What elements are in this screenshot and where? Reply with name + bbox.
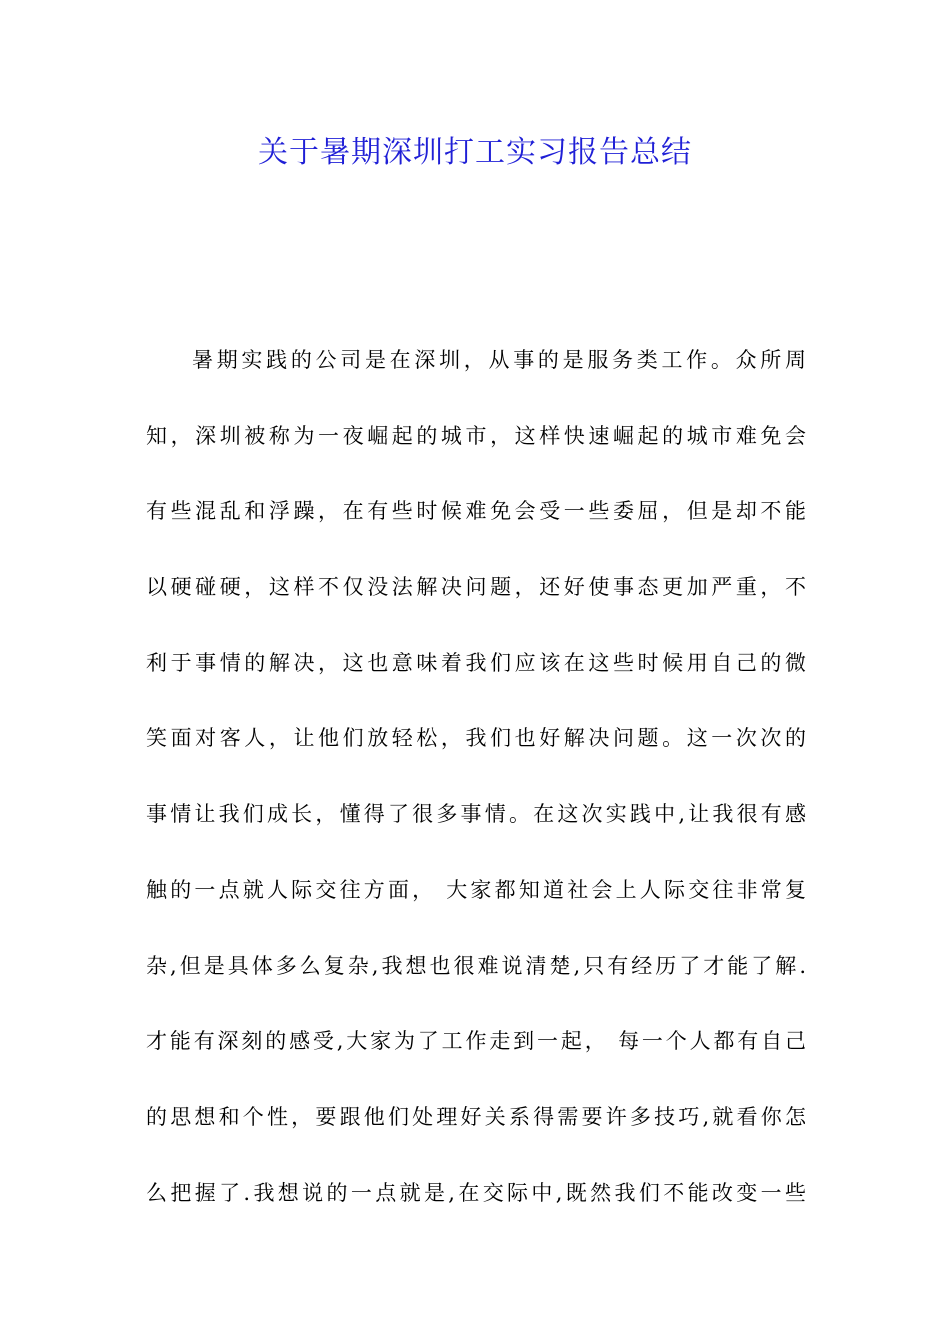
paragraph-line: 才能有深刻的感受,大家为了工作走到一起， 每一个人都有自己 [146, 1029, 806, 1054]
paragraph-line: 以硬碰硬，这样不仅没法解决问题，还好使事态更加严重，不 [146, 575, 806, 600]
paragraph-line: 的思想和个性，要跟他们处理好关系得需要许多技巧,就看你怎 [146, 1104, 806, 1129]
document-body [146, 340, 806, 1248]
paragraph-line: 杂,但是具体多么复杂,我想也很难说清楚,只有经历了才能了解. [146, 953, 806, 978]
paragraph-line: 事情让我们成长，懂得了很多事情。在这次实践中,让我很有感 [146, 802, 806, 827]
paragraph-line: 暑期实践的公司是在深圳，从事的是服务类工作。众所周 [192, 348, 806, 372]
paragraph-line: 有些混乱和浮躁，在有些时候难免会受一些委屈，但是却不能 [146, 499, 806, 524]
document-title: 关于暑期深圳打工实习报告总结 [258, 135, 692, 170]
paragraph-line: 利于事情的解决，这也意味着我们应该在这些时候用自己的微 [146, 650, 806, 675]
paragraph-line: 么把握了.我想说的一点就是,在交际中,既然我们不能改变一些 [146, 1180, 806, 1205]
paragraph-line: 知，深圳被称为一夜崛起的城市，这样快速崛起的城市难免会 [146, 423, 806, 448]
paragraph-line: 笑面对客人，让他们放轻松，我们也好解决问题。这一次次的 [146, 726, 806, 751]
paragraph-line: 触的一点就人际交往方面， 大家都知道社会上人际交往非常复 [146, 877, 806, 902]
